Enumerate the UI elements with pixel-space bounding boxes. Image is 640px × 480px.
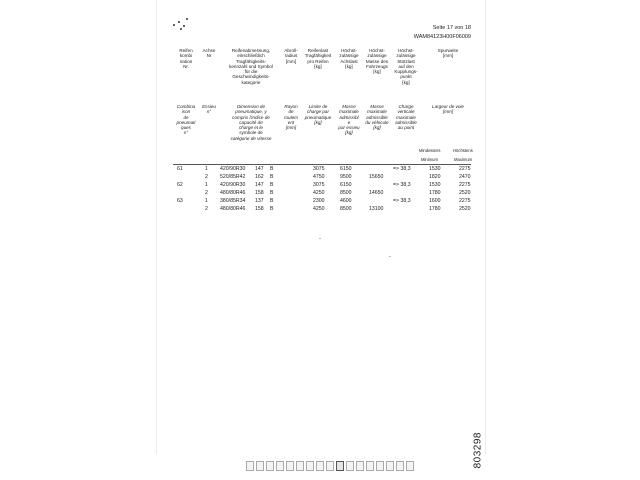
table-cell-min: 1600: [429, 198, 441, 204]
table-cell-axle-load: 8500: [340, 206, 352, 212]
page-thumbnail[interactable]: [346, 461, 354, 471]
table-cell-max: 2520: [459, 206, 471, 212]
header-line: [kg]: [373, 125, 381, 131]
table-cell-axle-load: 4600: [340, 198, 352, 204]
header-line: admissible: [366, 114, 388, 120]
header-radius-fr: [281, 104, 301, 130]
header-combo-fr: [173, 104, 199, 136]
table-divider: [173, 164, 471, 165]
track-min-fr: Minimum: [421, 157, 438, 162]
header-line: compris l'indice de: [232, 114, 270, 120]
header-line: Geschwindigkeits-: [232, 74, 270, 80]
table-cell-tyre: 520/85R42: [220, 174, 246, 180]
page-thumbnail[interactable]: [356, 461, 364, 471]
header-line: Limite de: [308, 104, 328, 109]
header-line: [kg]: [345, 63, 353, 69]
header-line: Tragfähigkeit: [304, 53, 332, 59]
header-line: admissibl: [339, 114, 359, 120]
page-thumbnail[interactable]: [246, 461, 254, 471]
header-vehicle-mass-fr: [363, 104, 391, 130]
header-line: Höchst-: [398, 48, 414, 53]
header-line: zulässige: [339, 53, 359, 59]
header-line: kategorie: [241, 79, 261, 85]
table-cell-combo: 62: [177, 182, 183, 188]
table-cell-sym: B: [270, 174, 274, 180]
header-line: Nr: [206, 53, 212, 59]
page-thumbnail[interactable]: [386, 461, 394, 471]
header-line: n°: [206, 109, 212, 115]
header-line: Abroll-: [284, 48, 298, 53]
table-cell-load: 3075: [313, 182, 325, 188]
track-max-fr: Maximum: [454, 157, 473, 162]
table-cell-axle-load: 9500: [340, 174, 352, 180]
header-line: catégorie de vitesse: [230, 135, 272, 141]
table-cell-axle-load: 6150: [340, 166, 352, 172]
header-line: Achse: [202, 48, 216, 53]
table-cell-min: 1530: [429, 182, 441, 188]
header-line: Höchst-: [341, 48, 357, 53]
header-load-de: [301, 48, 335, 69]
header-line: e: [347, 119, 351, 125]
page-thumbnail[interactable]: [406, 461, 414, 471]
header-line: Tragfähigkeits-: [235, 58, 267, 64]
table-cell-max: 2470: [459, 174, 471, 180]
header-line: pneumati: [176, 119, 196, 125]
page-thumbnail[interactable]: [376, 461, 384, 471]
header-line: radius: [284, 53, 298, 59]
table-cell-axle-load: 6150: [340, 182, 352, 188]
table-cell-index: 137: [255, 198, 264, 204]
header-line: Reifenabmessung,: [231, 48, 271, 53]
table-cell-max: 2275: [459, 182, 471, 188]
scan-marks: [171, 18, 191, 32]
header-axle-load-fr: [335, 104, 363, 136]
header-line: maximale: [367, 109, 387, 115]
table-cell-tyre: 480/80R46: [220, 190, 246, 196]
header-line: Nr.: [183, 63, 189, 69]
header-axle-fr: [199, 104, 219, 115]
header-line: de: [288, 109, 294, 115]
page-thumbnail[interactable]: [366, 461, 374, 471]
table-cell-index: 147: [255, 182, 264, 188]
header-line: pneumatique: [304, 114, 332, 120]
page-thumbnail[interactable]: [316, 461, 324, 471]
table-cell-max: 2275: [459, 166, 471, 172]
page-thumbnail[interactable]: [276, 461, 284, 471]
header-line: zulässige: [367, 53, 387, 59]
header-line: [kg]: [314, 63, 322, 69]
header-line: symbole de: [239, 130, 263, 136]
table-cell-support: => 38,3: [393, 198, 411, 204]
header-track-fr: [423, 104, 473, 115]
table-cell-axle: 1: [205, 182, 208, 188]
header-line: Masse: [370, 104, 384, 109]
table-cell-combo: 61: [177, 166, 183, 172]
header-line: kennzahl und Symbol: [229, 63, 273, 69]
page-number: Seite 17 von 18: [432, 25, 471, 31]
header-line: de: [183, 114, 189, 120]
table-cell-tyre: 420/90R30: [220, 166, 246, 172]
page-thumbnail[interactable]: [266, 461, 274, 471]
table-cell-axle: 1: [205, 198, 208, 204]
header-line: Dimension de: [236, 104, 266, 109]
table-cell-mass: 14650: [369, 190, 384, 196]
table-cell-axle: 2: [205, 190, 208, 196]
header-track-de: [423, 48, 473, 59]
header-line: Fahrzeugs: [366, 63, 388, 69]
header-support-load-de: [391, 48, 421, 85]
header-line: Largeur de voie: [432, 104, 464, 109]
table-cell-load: 2300: [313, 198, 325, 204]
header-radius-de: [281, 48, 301, 64]
header-line: Masse: [342, 104, 356, 109]
table-cell-axle: 2: [205, 174, 208, 180]
scan-speck: [389, 256, 391, 257]
header-line: maximale: [396, 114, 416, 120]
header-line: maximale: [339, 109, 359, 115]
header-line: Masse des: [365, 58, 389, 64]
header-line: nation: [179, 58, 193, 64]
table-cell-sym: B: [270, 198, 274, 204]
table-cell-max: 2275: [459, 198, 471, 204]
header-line: Stützlast: [397, 58, 415, 64]
table-cell-load: 4750: [313, 174, 325, 180]
scan-speck: [319, 238, 321, 239]
table-cell-min: 1530: [429, 166, 441, 172]
header-line: für die: [244, 69, 258, 75]
header-line: [kg]: [345, 130, 353, 136]
table-cell-min: 1780: [429, 190, 441, 196]
table-cell-load: 4250: [313, 190, 325, 196]
header-line: Höchst-: [369, 48, 385, 53]
table-cell-min: 1820: [429, 174, 441, 180]
table-cell-index: 158: [255, 190, 264, 196]
table-cell-support: => 38,3: [393, 166, 411, 172]
header-line: Spurweite: [437, 48, 459, 53]
table-cell-axle-load: 8500: [340, 190, 352, 196]
page-thumbnail-bar[interactable]: [246, 461, 414, 473]
header-dimension-de: [221, 48, 281, 85]
header-line: auf den: [398, 63, 414, 69]
vin-number: WAM84123H00F06009: [413, 34, 471, 40]
header-line: Reifen: [179, 48, 193, 53]
header-line: charge par: [307, 109, 329, 115]
table-cell-sym: B: [270, 166, 274, 172]
header-line: charge et le: [238, 125, 263, 131]
table-cell-sym: B: [270, 182, 274, 188]
header-line: ques: [181, 125, 191, 131]
page-thumbnail[interactable]: [296, 461, 304, 471]
header-line: einschließlich: [237, 53, 265, 59]
header-axle-de: [199, 48, 219, 59]
table-cell-tyre: 380/85R34: [220, 198, 246, 204]
table-cell-combo: 63: [177, 198, 183, 204]
track-min-de: Mindestens: [419, 148, 441, 153]
header-line: ent: [287, 119, 295, 125]
header-line: admissible: [395, 119, 417, 125]
document-page: [156, 0, 486, 469]
header-line: capacité de: [239, 119, 263, 125]
header-line: Achslast: [340, 58, 358, 64]
header-line: roulem: [283, 114, 299, 120]
header-line: verticale: [397, 109, 415, 115]
header-line: par essieu: [338, 125, 360, 131]
header-line: au point: [397, 125, 415, 131]
table-cell-tyre: 420/90R30: [220, 182, 246, 188]
table-cell-min: 1780: [429, 206, 441, 212]
header-dimension-fr: [221, 104, 281, 141]
header-line: punkt: [400, 74, 412, 80]
table-cell-tyre: 480/80R46: [220, 206, 246, 212]
header-line: Charge: [398, 104, 414, 109]
table-cell-axle: 1: [205, 166, 208, 172]
page-thumbnail[interactable]: [336, 461, 344, 471]
table-cell-sym: B: [270, 206, 274, 212]
table-cell-load: 4250: [313, 206, 325, 212]
table-cell-mass: 13100: [369, 206, 384, 212]
header-line: Reifenlast: [307, 48, 329, 53]
table-cell-mass: 15650: [369, 174, 384, 180]
table-cell-index: 147: [255, 166, 264, 172]
page-thumbnail[interactable]: [396, 461, 404, 471]
header-line: Essieu: [202, 104, 216, 109]
page-thumbnail[interactable]: [306, 461, 314, 471]
page-thumbnail[interactable]: [286, 461, 294, 471]
header-line: Combina: [176, 104, 196, 109]
table-cell-axle: 2: [205, 206, 208, 212]
header-line: kombi: [179, 53, 193, 59]
header-load-fr: [301, 104, 335, 125]
header-axle-load-de: [335, 48, 363, 69]
table-cell-index: 162: [255, 174, 264, 180]
table-cell-load: 3075: [313, 166, 325, 172]
table-cell-sym: B: [270, 190, 274, 196]
table-cell-support: => 38,3: [393, 182, 411, 188]
table-cell-max: 2520: [459, 190, 471, 196]
header-line: [mm]: [442, 109, 454, 115]
track-max-de: Höchstens: [453, 148, 473, 153]
header-line: zulässige: [396, 53, 416, 59]
header-line: n°: [183, 130, 189, 136]
header-support-load-fr: [391, 104, 421, 130]
header-line: [kg]: [373, 69, 381, 75]
page-thumbnail[interactable]: [256, 461, 264, 471]
header-line: pneumatique, y: [235, 109, 267, 115]
document-number: 803298: [472, 432, 483, 469]
table-cell-index: 158: [255, 206, 264, 212]
header-line: [mm]: [285, 58, 297, 64]
header-line: ison: [181, 109, 191, 115]
header-line: [mm]: [442, 53, 454, 59]
header-line: pro Reifen: [307, 58, 329, 64]
header-line: du véhicule: [365, 119, 389, 125]
header-line: [mm]: [285, 125, 297, 131]
header-combo-de: [173, 48, 199, 69]
header-vehicle-mass-de: [363, 48, 391, 74]
header-line: [kg]: [402, 79, 410, 85]
header-line: Rayon: [284, 104, 298, 109]
header-line: [kg]: [314, 119, 322, 125]
page-thumbnail[interactable]: [326, 461, 334, 471]
header-line: Kupplungs-: [394, 69, 418, 75]
